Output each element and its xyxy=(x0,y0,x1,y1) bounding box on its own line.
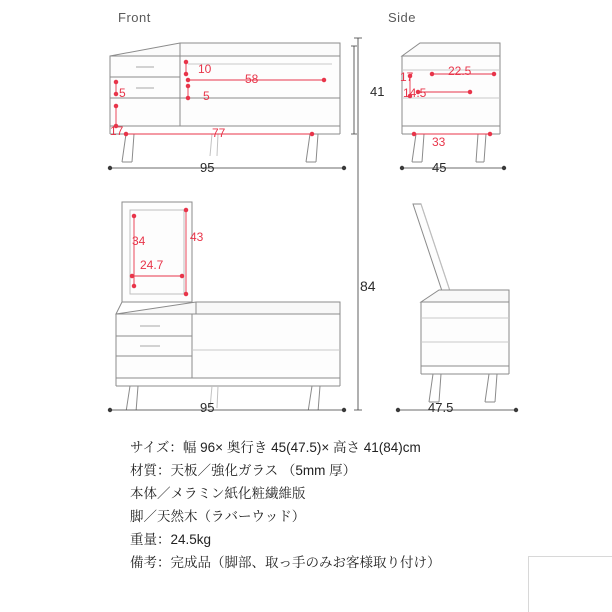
spec-note: 備考：完成品（脚部、取っ手のみお客様取り付け） xyxy=(130,555,441,570)
dim-side-14-5: 14.5 xyxy=(403,86,427,100)
dim-overall-height-84: 84 xyxy=(360,278,376,294)
side-open-outer-dimensions xyxy=(380,196,530,426)
dim-front-17: 17 xyxy=(110,124,124,138)
dim-front-open-34: 34 xyxy=(132,234,146,248)
spec-text-block xyxy=(130,436,590,574)
dim-side-17: 17 xyxy=(400,70,414,84)
dim-front-height-41: 41 xyxy=(370,84,385,99)
dim-front-5-left: 5 xyxy=(119,86,126,100)
dim-front-open-24-7: 24.7 xyxy=(140,258,164,272)
dim-side-width-45: 45 xyxy=(432,160,447,175)
front-view-label: Front xyxy=(118,10,151,25)
dim-front-5-right: 5 xyxy=(203,89,210,103)
spec-size: サイズ：幅 96× 奥行き 45(47.5)× 高さ 41(84)cm xyxy=(130,440,421,455)
side-view-outer-dimensions xyxy=(386,36,526,186)
front-view-outer-dimensions xyxy=(96,36,376,186)
dim-front-58: 58 xyxy=(245,72,259,86)
dim-front-width-95: 95 xyxy=(200,160,215,175)
spec-weight: 重量：24.5kg xyxy=(130,532,212,547)
dim-front-open-width-95: 95 xyxy=(200,400,215,415)
dim-front-77: 77 xyxy=(212,126,226,140)
front-open-outer-dimensions xyxy=(96,196,376,426)
dim-front-10: 10 xyxy=(198,62,212,76)
spec-material-top: 材質：天板／強化ガラス （5mm 厚） xyxy=(130,463,357,478)
spec-material-legs: 脚／天然木（ラバーウッド） xyxy=(130,509,306,524)
dim-side-33: 33 xyxy=(432,135,446,149)
corner-line-vertical xyxy=(528,556,529,612)
dim-front-open-43: 43 xyxy=(190,230,204,244)
dim-side-open-width-47-5: 47.5 xyxy=(428,400,454,415)
corner-line-horizontal xyxy=(528,556,612,557)
spec-material-body: 本体／メラミン紙化粧繊維版 xyxy=(130,486,306,501)
side-view-label: Side xyxy=(388,10,417,25)
dim-side-22-5: 22.5 xyxy=(448,64,472,78)
